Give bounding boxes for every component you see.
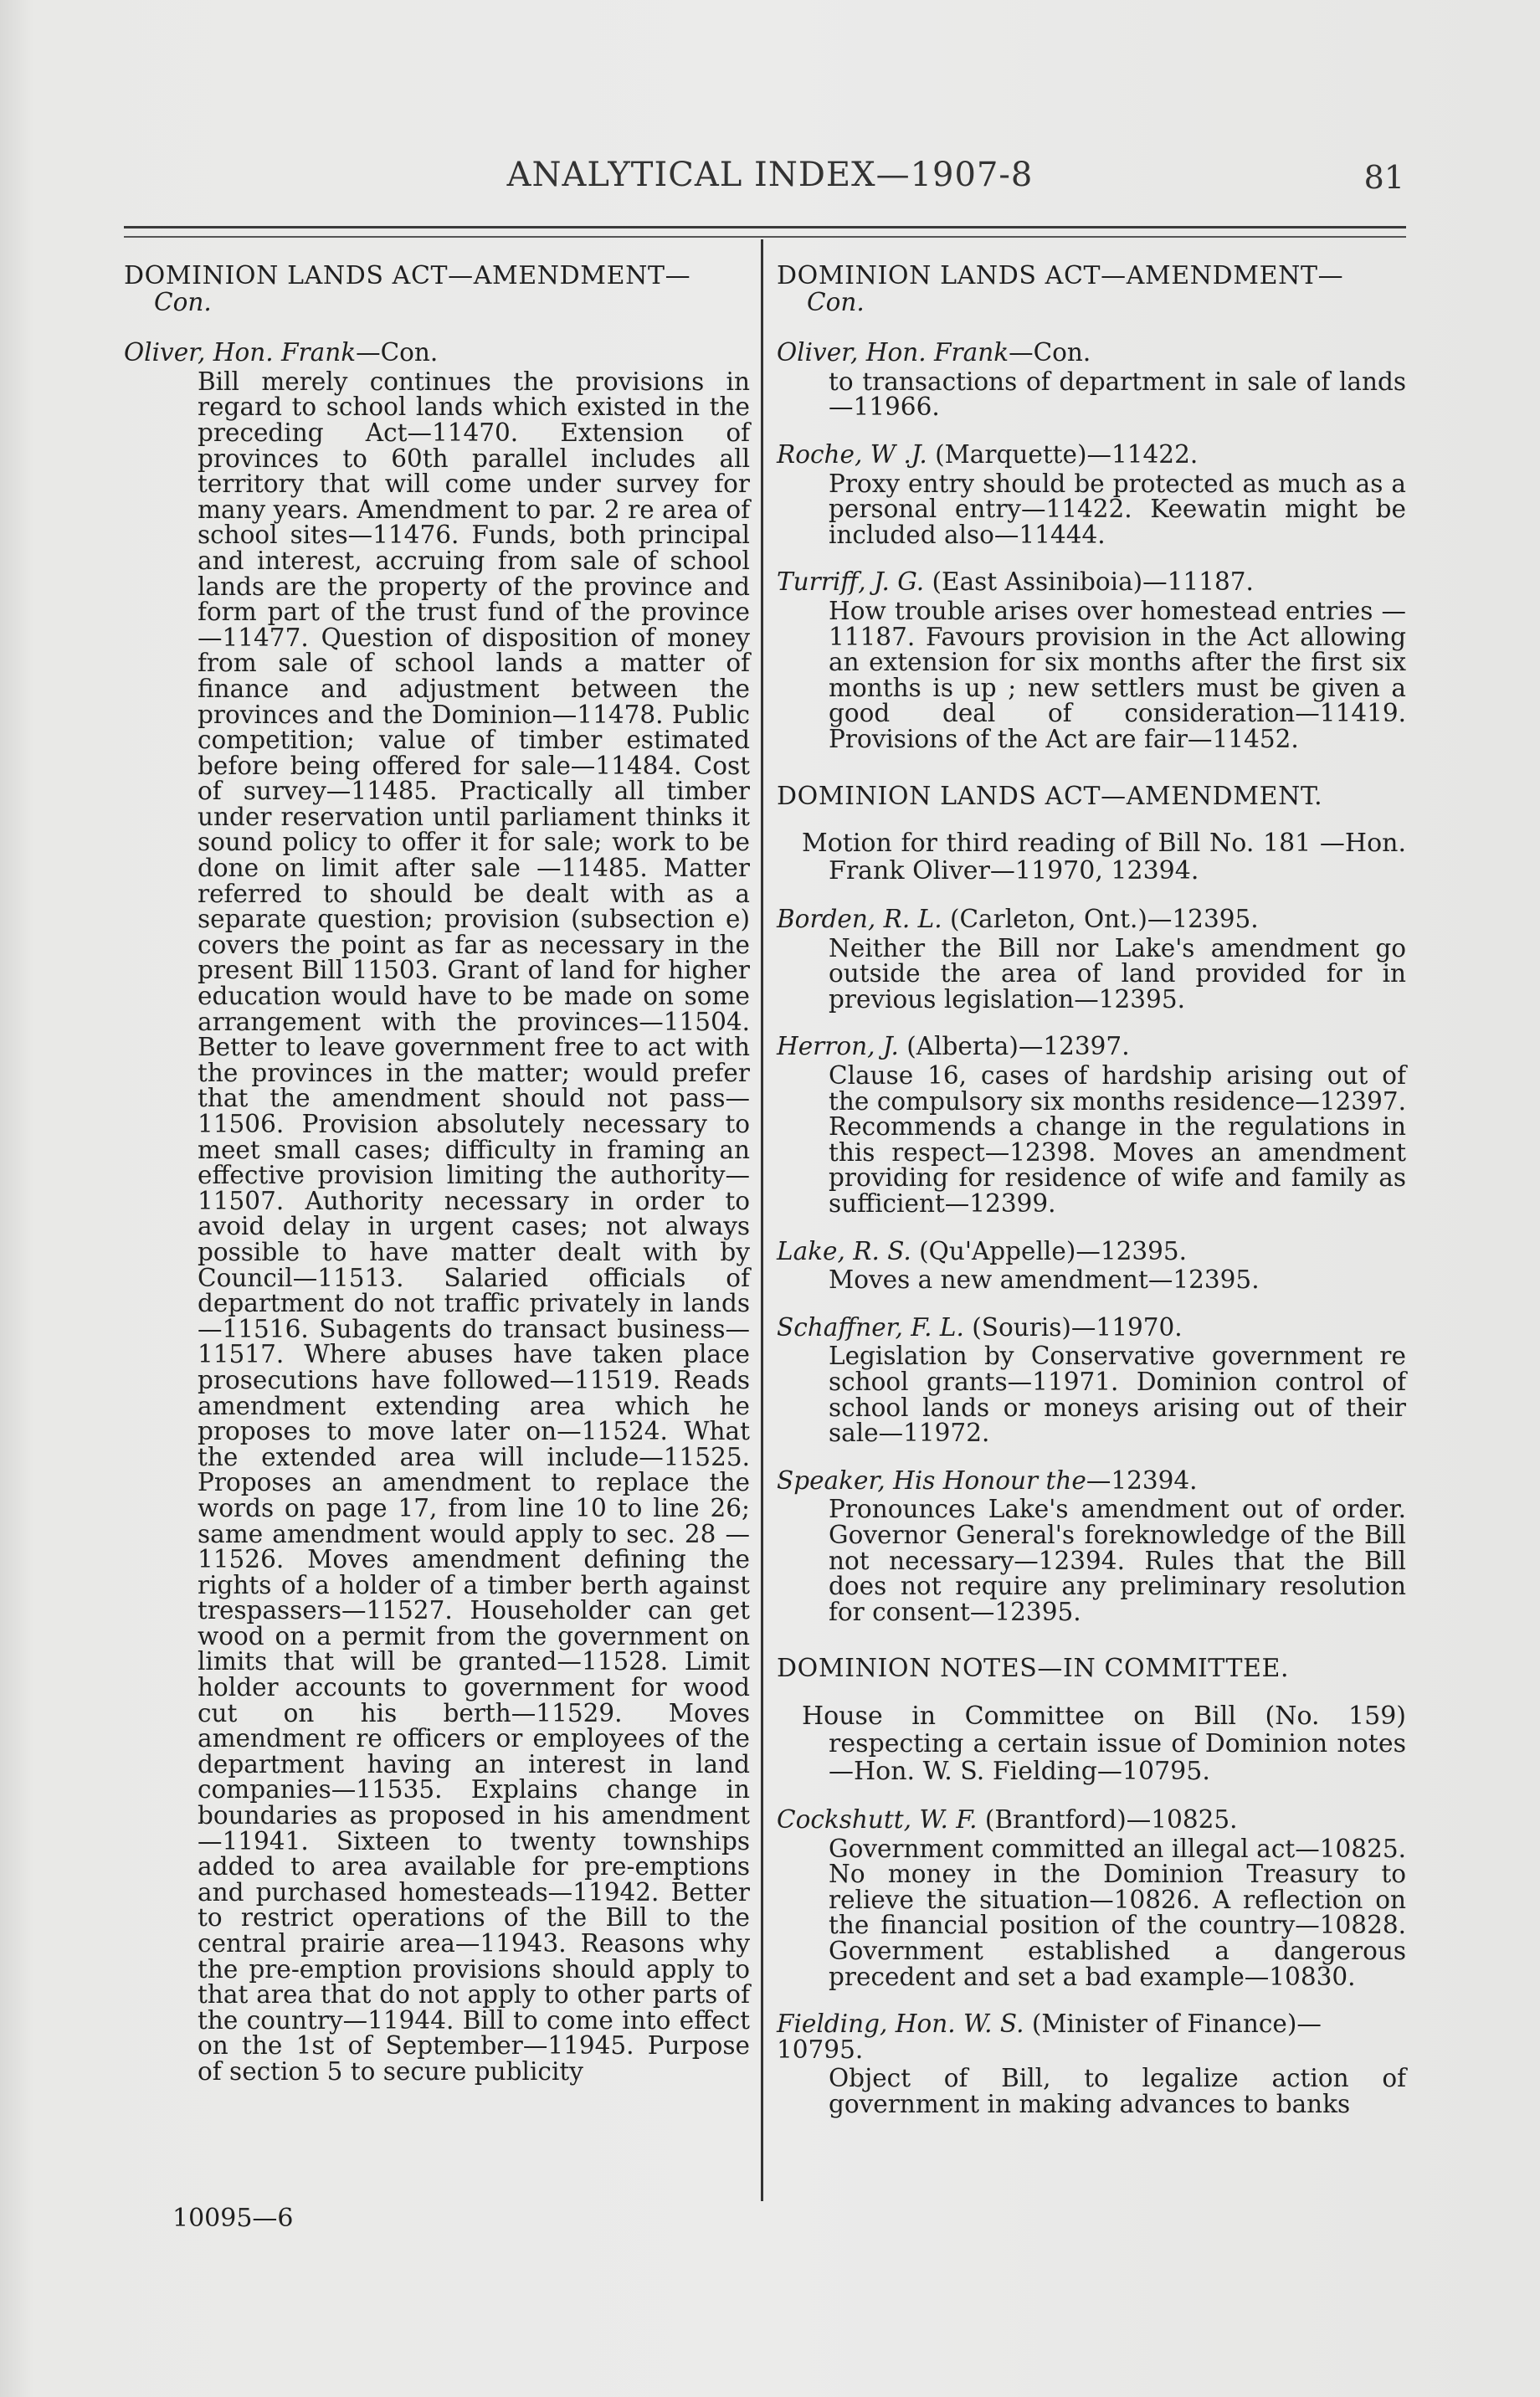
motion-entry: House in Committee on Bill (No. 159) respecting a certain issue of Dominion notes —Hon. W. S. Fielding—10795.: [802, 1701, 1406, 1786]
speaker-entry-lake: [777, 1236, 1406, 1265]
entry-body: Proxy entry should be protected as much as a personal entry—11422. Keewatin might be included also—11444.: [829, 469, 1406, 549]
speaker-entry-oliver: [777, 340, 1406, 366]
entry-body: Bill merely continues the provisions in regard to school lands which existed in the preceding Act—11470. Extension of provinces to 60th parallel includes all territory that will come under survey for many years. Amendment to par. 2 re area of school sites—11476. Funds, both principal and interest, accruing from sale of school lands are the property of the province and form part of the trust fund of the province—11477. Question of disposition of money from sale of school lands a matter of finance and adjustment between the provinces and the Dominion—11478. Public competition; value of timber estimated before being offered for sale—11484. Cost of survey—11485. Practically all timber under reservation until parliament thinks it sound policy to offer it for sale; work to be done on limit after sale —11485. Matter referred to should be dealt with as a separate question; provision (subsection e) covers the point as far as necessary in the present Bill 11503. Grant of land for higher education would have to be made on some arrangement with the provinces—11504. Better to leave government free to act with the provinces in the matter; would prefer that the amendment should not pass—11506. Provision absolutely necessary to meet small cases; difficulty in framing an effective provision limiting the authority—11507. Authority necessary in order to avoid delay in urgent cases; not always possible to have matter dealt with by Council—11513. Salaried officials of department do not traffic privately in lands—11516. Subagents do transact business—11517. Where abuses have taken place prosecutions have followed—11519. Reads amendment extending area which he proposes to move later on—11524. What the extended area will include—11525. Proposes an amendment to replace the words on page 17, from line 10 to line 26; same amendment would apply to sec. 28 —11526. Moves amendment defining the rights of a holder of a timber berth against trespassers—11527. Householder can get wood on a permit from the government on limits that will be granted—11528. Limit holder accounts to government for wood cut on his berth—11529. Moves amendment re officers or employees of the department having an interest in land companies—11535. Explains change in boundaries as proposed in his amendment—11941. Sixteen to twenty townships added to area available for pre-emptions and purchased homesteads—11942. Better to restrict operations of the Bill to the central prairie area—11943. Reasons why the pre-emption provisions should apply to that area that do not apply to other parts of the country—11944. Bill to come into effect on the 1st of September—11945. Purpose of section 5 to secure publicity: [198, 367, 750, 2086]
section-heading: DOMINION NOTES—IN COMMITTEE.: [777, 1654, 1290, 1684]
speaker-name: Schaffner, F. L.: [777, 1312, 964, 1342]
header-rule-thick: [124, 226, 1406, 228]
running-title: ANALYTICAL INDEX—1907-8: [506, 156, 1034, 194]
speaker-suffix: —Con.: [1009, 338, 1091, 367]
speaker-entry: [124, 340, 750, 366]
entry-body: Legislation by Conservative government re school grants—11971. Dominion control of school lands or moneys arising out of their sale—11972.: [829, 1342, 1406, 1448]
heading-continued: Con.: [154, 287, 212, 316]
speaker-name: Oliver, Hon. Frank: [777, 338, 1009, 367]
speaker-suffix: —12394.: [1086, 1465, 1198, 1495]
section-heading: DOMINION LANDS ACT—AMENDMENT.: [777, 781, 1323, 811]
entry-body: to transactions of department in sale of lands—11966.: [829, 367, 1406, 422]
speaker-name: Lake, R. S.: [777, 1236, 911, 1265]
entry-body: Government committed an illegal act—10825. No money in the Dominion Treasury to relieve the situation—10826. A reflection on the financial position of the country—10828. Government established a dangerous precedent and set a bad example—10830.: [829, 1834, 1406, 1991]
signature-code: 10095—6: [172, 2204, 294, 2233]
speaker-suffix: (Qu'Appelle)—12395.: [911, 1236, 1188, 1265]
speaker-suffix: (Marquette)—11422.: [927, 439, 1199, 469]
speaker-name: Speaker, His Honour the: [777, 1465, 1086, 1495]
speaker-suffix: (East Assiniboia)—11187.: [924, 567, 1254, 597]
speaker-name: Turriff, J. G.: [777, 567, 925, 597]
heading-continued: Con.: [807, 287, 865, 316]
speaker-entry-roche: [777, 439, 1406, 469]
speaker-entry-speaker: [777, 1465, 1406, 1495]
heading-text: DOMINION LANDS ACT—AMENDMENT—: [124, 261, 691, 290]
right-column: [777, 261, 1406, 2118]
speaker-entry-turriff: [777, 569, 1406, 595]
entry-body: Pronounces Lake's amendment out of order. Governor General's foreknowledge of the Bill not necessary—12394. Rules that the Bill does not require any preliminary resolution for consent—12395.: [829, 1495, 1406, 1626]
speaker-name: Borden, R. L.: [777, 905, 942, 934]
header-rule-thin: [124, 236, 1406, 238]
speaker-suffix: (Souris)—11970.: [963, 1312, 1183, 1342]
heading-text: DOMINION LANDS ACT—AMENDMENT—: [777, 261, 1344, 290]
speaker-suffix: —Con.: [356, 338, 439, 367]
speaker-entry-schaffner: [777, 1312, 1406, 1342]
speaker-entry-fielding: [777, 2011, 1406, 2062]
entry-body: Moves a new amendment—12395.: [829, 1265, 1260, 1295]
page-number: 81: [1363, 159, 1404, 196]
left-column: [124, 261, 750, 2086]
page-header: [0, 156, 1540, 198]
speaker-entry-borden: [777, 906, 1406, 932]
entry-body: Neither the Bill nor Lake's amendment go outside the area of land provided for in previous legislation—12395.: [829, 933, 1406, 1014]
speaker-suffix: (Minister of Finance)—10795.: [777, 2009, 1322, 2064]
speaker-name: Fielding, Hon. W. S.: [777, 2009, 1024, 2039]
speaker-suffix: (Alberta)—12397.: [898, 1032, 1130, 1061]
section-heading: [777, 261, 1406, 316]
entry-body: Clause 16, cases of hardship arising out of the compulsory six months residence—12397. Recommends a change in the regulations in this respect—12398. Moves an amendment providing for residence of wife and family as sufficient—12399.: [829, 1061, 1406, 1219]
speaker-suffix: (Brantford)—10825.: [977, 1804, 1238, 1834]
motion-entry: Motion for third reading of Bill No. 181 —Hon. Frank Oliver—11970, 12394.: [802, 829, 1406, 886]
speaker-name: Oliver, Hon. Frank: [124, 338, 357, 367]
speaker-name: Cockshutt, W. F.: [777, 1804, 978, 1834]
section-heading: [124, 261, 750, 316]
speaker-suffix: (Carleton, Ont.)—12395.: [942, 905, 1259, 934]
speaker-name: Roche, W .J.: [777, 439, 927, 469]
speaker-entry-cockshutt: [777, 1804, 1406, 1834]
column-divider: [761, 239, 763, 2201]
speaker-name: Herron, J.: [777, 1032, 899, 1061]
entry-body: How trouble arises over homestead entries —11187. Favours provision in the Act allowing an extension for six months after the first six months is up ; new settlers must be given a good deal of consideration—11419. Provisions of the Act are fair—11452.: [829, 596, 1406, 753]
entry-body: Object of Bill, to legalize action of government in making advances to banks: [829, 2064, 1406, 2118]
speaker-entry-herron: [777, 1034, 1406, 1060]
